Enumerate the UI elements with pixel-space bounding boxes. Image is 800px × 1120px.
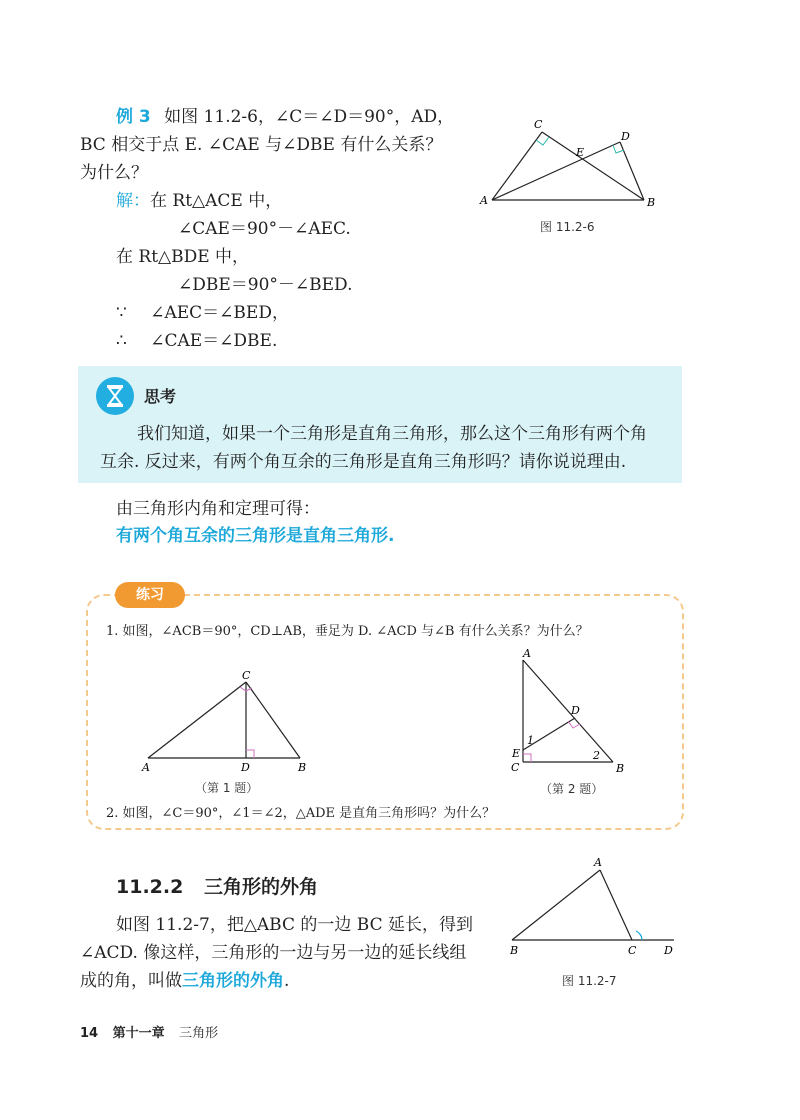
section-heading [116, 872, 318, 899]
solution-line-2: ∠CAE＝90°－∠AEC. [178, 219, 351, 239]
page-number: 14 [80, 1026, 99, 1041]
fig1127-label-c: C [628, 944, 637, 957]
think-line-1: 我们知道，如果一个三角形是直角三角形，那么这个三角形有两个角 [137, 424, 647, 444]
practice-tag: 练习 [115, 582, 185, 608]
chapter-title: 三角形 [179, 1026, 219, 1041]
p2-label-a: A [523, 647, 531, 660]
p2-angle-2: 2 [593, 749, 600, 762]
fig1126-label-c: C [534, 118, 543, 131]
p2-label-b: B [616, 762, 625, 775]
example-3-line-3: 为什么？ [80, 163, 148, 183]
p1-label-a: A [142, 761, 150, 774]
think-icon [96, 377, 134, 415]
example-3-line-1: 例 3 如图 11.2-6，∠C＝∠D＝90°，AD， [116, 107, 455, 127]
p1-label-d: D [241, 761, 250, 774]
figure-11-2-7 [504, 852, 684, 962]
practice-figure-2 [505, 646, 635, 776]
figure-11-2-7-caption: 图 11.2-7 [562, 974, 617, 988]
solution-line-1: 解：在 Rt△ACE 中， [116, 191, 283, 211]
fig1126-label-e: E [576, 146, 585, 159]
figure-11-2-6 [470, 112, 670, 212]
fig1127-label-b: B [510, 944, 519, 957]
exterior-angle-term: 三角形的外角 [182, 971, 284, 991]
fig1126-label-b: B [647, 196, 656, 209]
fig1127-label-d: D [664, 944, 673, 957]
fig1126-label-a: A [480, 194, 488, 207]
therefore-symbol: ∴ [116, 331, 127, 351]
practice-figure-2-caption: （第 2 题） [540, 782, 604, 796]
think-line-2: 互余. 反过来，有两个角互余的三角形是直角三角形吗？请你说说理由. [100, 452, 627, 472]
p2-label-d: D [571, 704, 580, 717]
chapter-number: 第十一章 [112, 1026, 165, 1041]
fig1126-label-d: D [621, 130, 630, 143]
example-label: 例 3 [116, 107, 151, 127]
practice-figure-1-caption: （第 1 题） [195, 781, 259, 795]
section-title: 三角形的外角 [203, 876, 318, 898]
practice-question-1: 1. 如图，∠ACB＝90°，CD⊥AB，垂足为 D. ∠ACD 与∠B 有什么关系？为什么？ [106, 624, 589, 639]
think-title: 思考 [144, 387, 177, 406]
p2-label-e: E [512, 747, 521, 760]
conclusion-statement: 有两个角互余的三角形是直角三角形. [116, 526, 395, 546]
practice-question-2: 2. 如图，∠C＝90°，∠1＝∠2，△ADE 是直角三角形吗？为什么？ [106, 806, 496, 821]
practice-figure-1 [136, 668, 326, 778]
p2-label-c: C [511, 761, 520, 774]
p2-angle-1: 1 [527, 734, 534, 747]
example-3-line-2: BC 相交于点 E. ∠CAE 与∠DBE 有什么关系？ [80, 135, 443, 155]
fig1127-label-a: A [594, 856, 602, 869]
solution-line-6: ∴ ∠CAE＝∠DBE. [116, 331, 278, 351]
because-symbol: ∵ [116, 303, 127, 323]
p1-label-c: C [242, 669, 251, 682]
p1-label-b: B [298, 761, 307, 774]
section-line-3: 成的角，叫做三角形的外角. [80, 971, 290, 991]
section-line-1: 如图 11.2-7，把△ABC 的一边 BC 延长，得到 [116, 915, 474, 935]
conclusion-line-1: 由三角形内角和定理可得： [116, 499, 320, 519]
solution-line-3: 在 Rt△BDE 中， [116, 247, 250, 267]
figure-11-2-6-caption: 图 11.2-6 [540, 220, 595, 234]
section-number: 11.2.2 [116, 876, 184, 898]
solution-label: 解： [116, 191, 150, 211]
section-line-2: ∠ACD. 像这样，三角形的一边与另一边的延长线组 [80, 943, 467, 963]
solution-line-4: ∠DBE＝90°－∠BED. [178, 275, 353, 295]
page-footer [80, 1022, 218, 1041]
solution-line-5: ∵ ∠AEC＝∠BED， [116, 303, 289, 323]
